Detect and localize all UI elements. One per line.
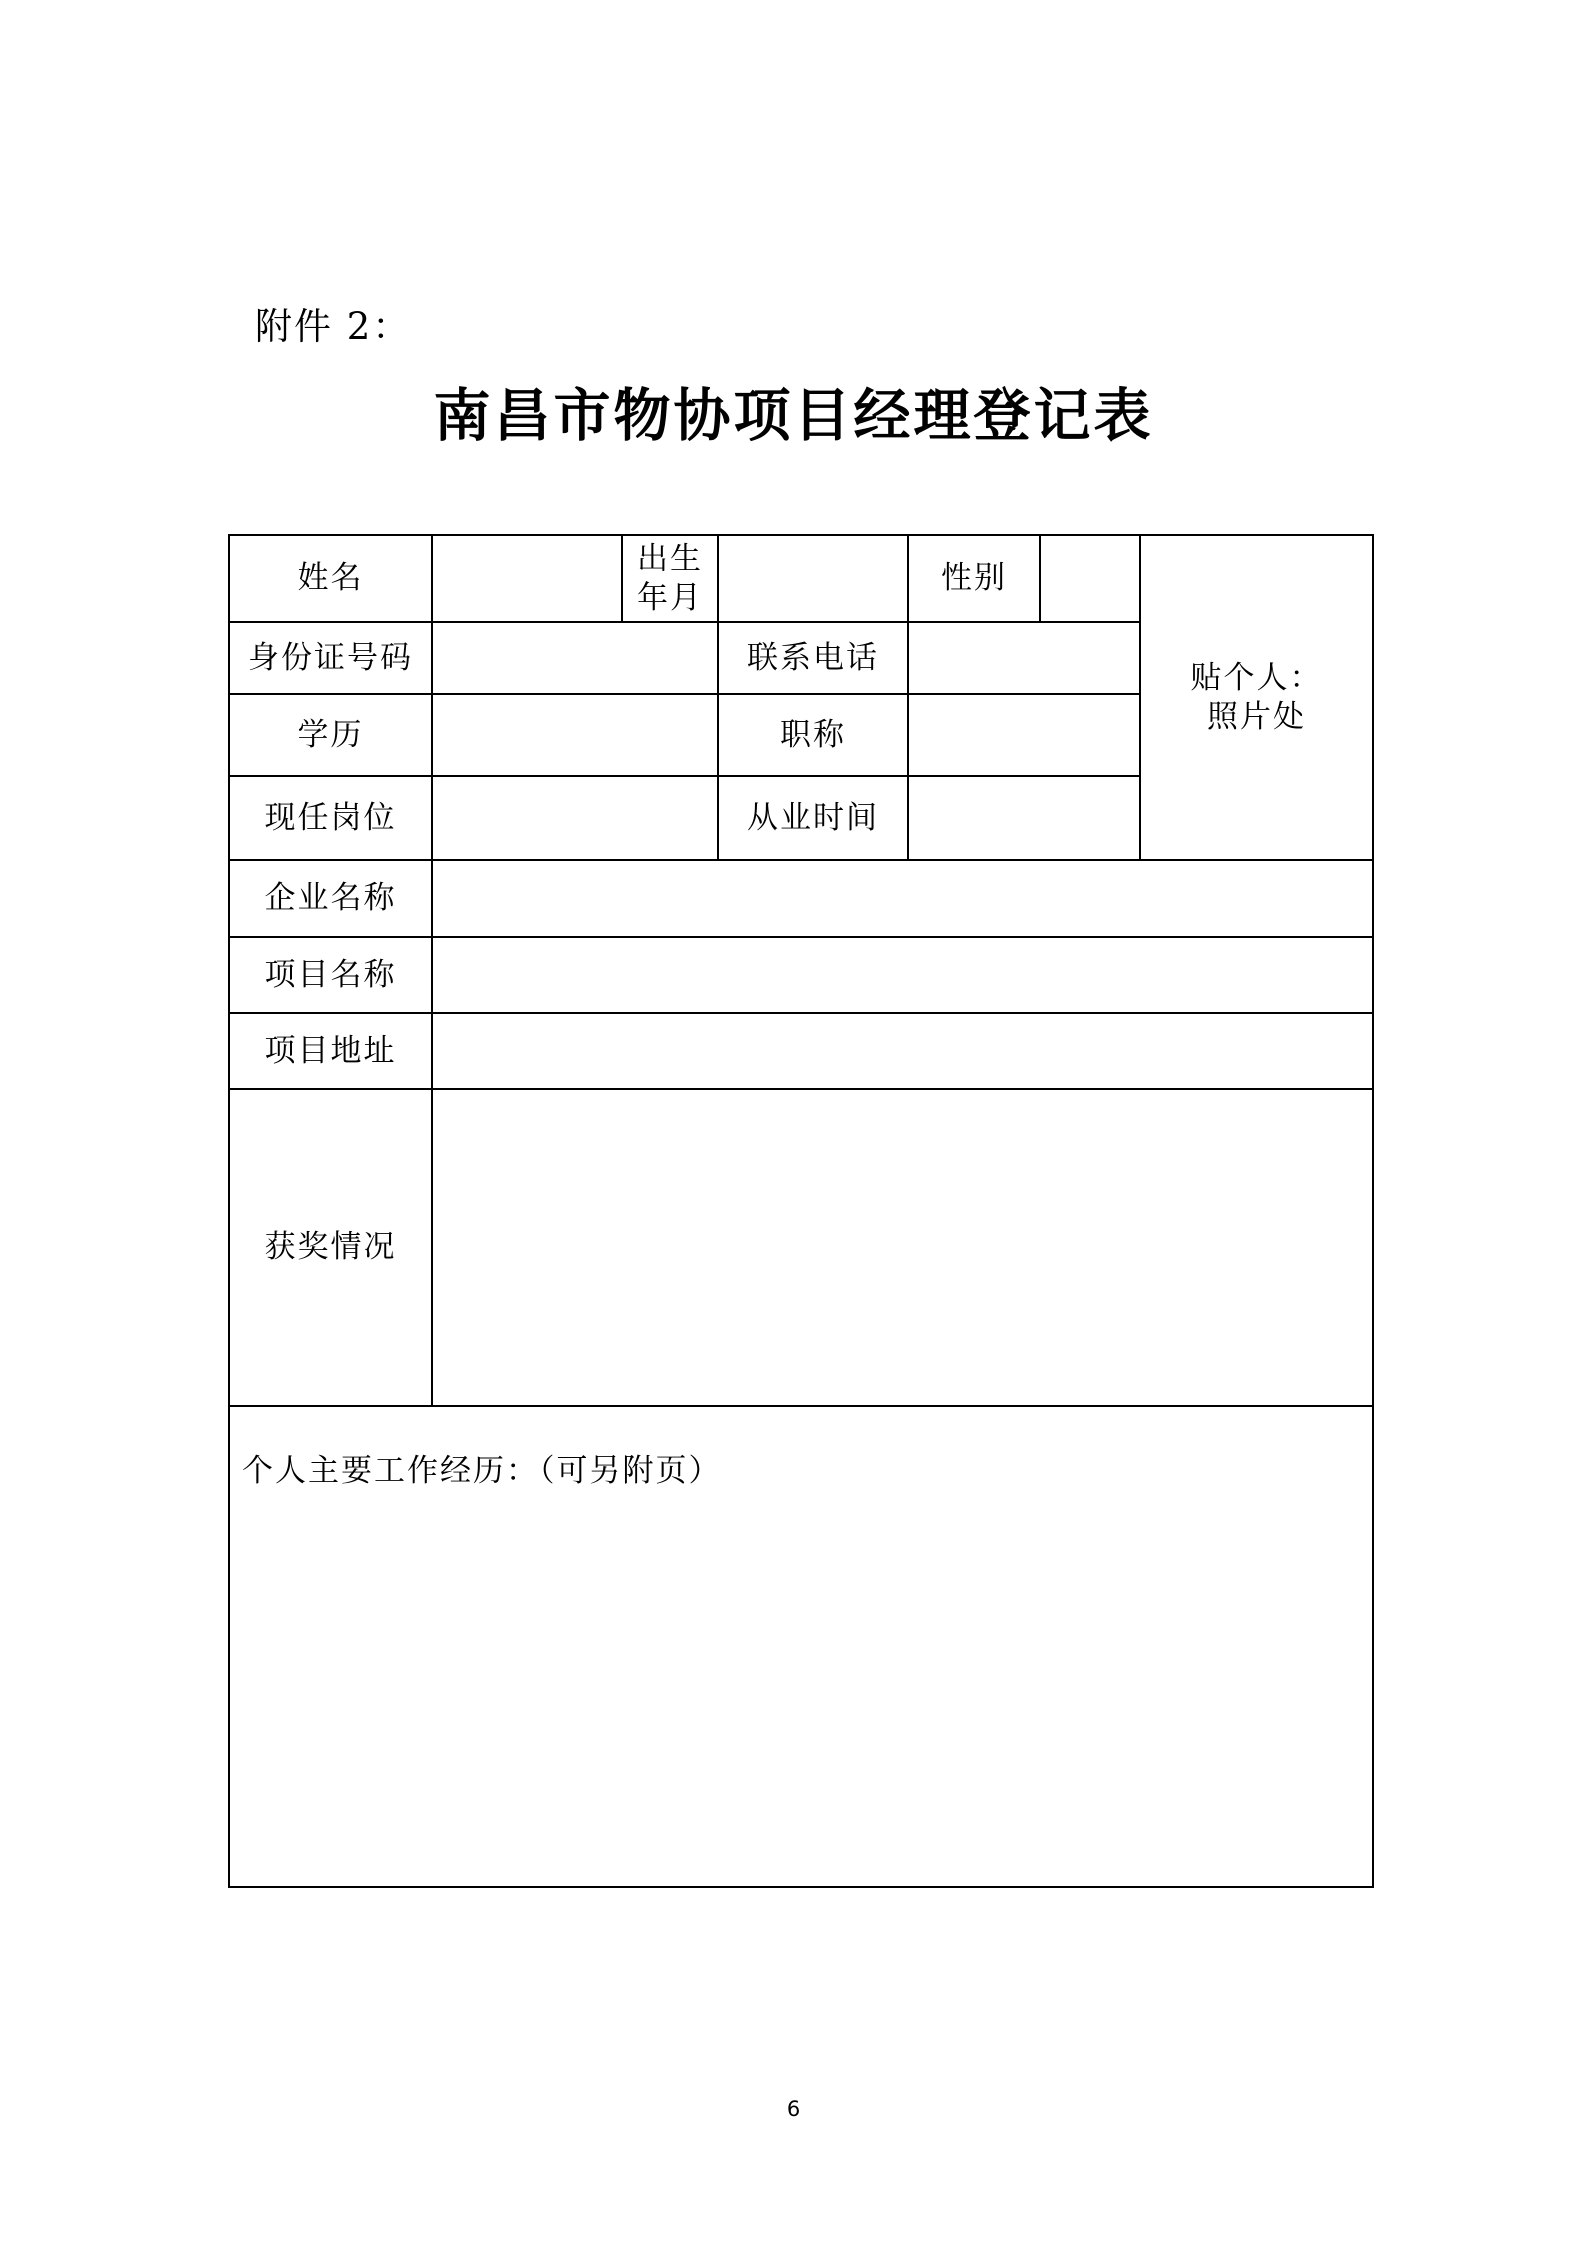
birth-field[interactable]	[718, 535, 908, 622]
page-number: 6	[786, 2097, 801, 2121]
company-label: 企业名称	[229, 860, 432, 937]
page-title: 南昌市物协项目经理登记表	[433, 383, 1154, 449]
project-address-label: 项目地址	[229, 1013, 432, 1089]
gender-label: 性别	[908, 535, 1040, 622]
photo-line2: 照片处	[1207, 698, 1306, 735]
id-field[interactable]	[432, 622, 718, 694]
birth-label-line2: 年月	[637, 579, 703, 616]
phone-label: 联系电话	[718, 622, 908, 694]
project-address-field[interactable]	[432, 1013, 1373, 1089]
years-field[interactable]	[908, 776, 1140, 860]
name-field[interactable]	[432, 535, 622, 622]
experience-label: 个人主要工作经历：（可另附页）	[242, 1453, 722, 1489]
id-label: 身份证号码	[229, 622, 432, 694]
professional-title-field[interactable]	[908, 694, 1140, 776]
project-name-field[interactable]	[432, 937, 1373, 1013]
position-label: 现任岗位	[229, 776, 432, 860]
company-field[interactable]	[432, 860, 1373, 937]
registration-form-table	[228, 534, 1374, 1888]
name-label: 姓名	[229, 535, 432, 622]
photo-line1: 贴个人：	[1190, 659, 1323, 696]
awards-field[interactable]	[432, 1089, 1373, 1406]
photo-area[interactable]	[1140, 535, 1373, 860]
years-label: 从业时间	[718, 776, 908, 860]
project-name-label: 项目名称	[229, 937, 432, 1013]
education-label: 学历	[229, 694, 432, 776]
experience-area[interactable]	[229, 1406, 1373, 1887]
professional-title-label: 职称	[718, 694, 908, 776]
phone-field[interactable]	[908, 622, 1140, 694]
education-field[interactable]	[432, 694, 718, 776]
position-field[interactable]	[432, 776, 718, 860]
attachment-label: 附件 2：	[255, 305, 412, 348]
birth-label	[622, 535, 718, 622]
gender-field[interactable]	[1040, 535, 1140, 622]
birth-label-line1: 出生	[637, 540, 703, 577]
awards-label: 获奖情况	[229, 1089, 432, 1406]
